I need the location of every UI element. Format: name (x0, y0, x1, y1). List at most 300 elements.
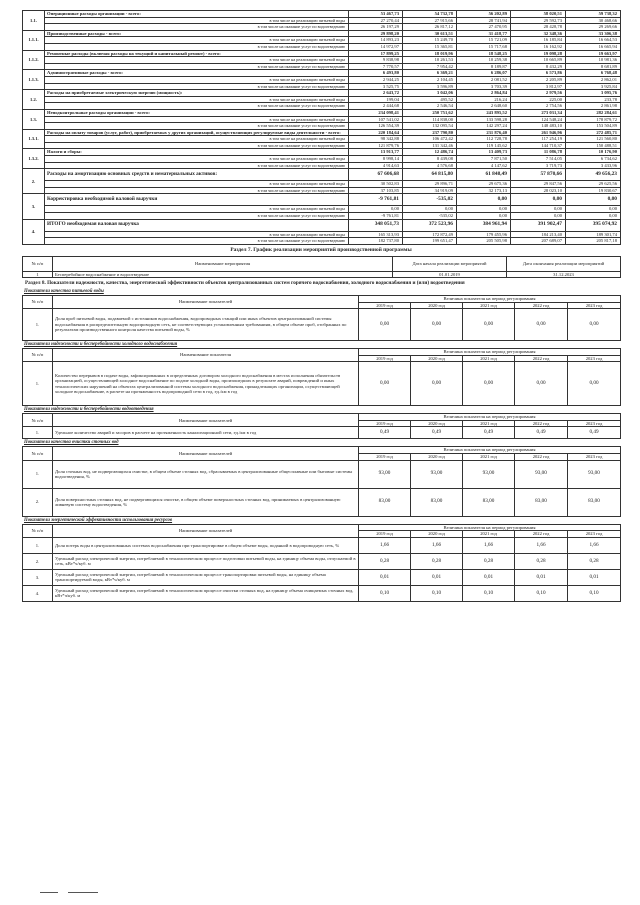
indicator-value: 0,00 (463, 309, 515, 341)
fin-sub-value: 2 648,60 (457, 103, 511, 110)
fin-sub-value: 179 455,96 (457, 231, 511, 238)
fin-sub-row (23, 57, 621, 64)
indicator-value: 0,00 (359, 309, 411, 341)
schedule-table (22, 256, 621, 279)
schedule-header-start: Дата начала реализации мероприятий (393, 256, 507, 271)
indicator-year: 2021 год (463, 302, 515, 309)
indicator-value: 0,00 (515, 309, 568, 341)
fin-sub-row (23, 43, 621, 50)
fin-main-row (23, 169, 621, 181)
fin-value: 0,00 (511, 194, 566, 206)
fin-sub-value: 29 269,66 (566, 24, 621, 31)
fin-sub-value: 16 665,94 (566, 43, 621, 50)
section8-title: Раздел 8. Показатели надежности, качества, энергетической эффективности объектов централизованных систем горячего водоснабжения, холодного водоснабжения и (или) водоотведения (25, 280, 465, 287)
fin-value: 10 176,90 (566, 149, 621, 156)
indicator-header-no: № п/п (23, 524, 53, 537)
indicator-value: 0,28 (359, 553, 411, 569)
indicator-value: 1,66 (411, 537, 463, 553)
indicator-value: 0,00 (411, 362, 463, 406)
fin-sub-value: 233,78 (566, 96, 621, 103)
fin-sub-value: 29 675,36 (457, 181, 511, 188)
indicator-value: 1,66 (568, 537, 621, 553)
fin-sub-value: 15 717,68 (457, 43, 511, 50)
schedule-header-no: № п/п (23, 256, 53, 271)
fin-sub-value: 205 505,98 (457, 238, 511, 245)
indicator-row-no: 3. (23, 569, 53, 585)
indicator-value: 0,00 (568, 362, 621, 406)
fin-sub-value: 6 734,62 (566, 156, 621, 163)
indicator-value: 0,49 (463, 427, 515, 439)
indicator-header-name: Наименование показателей (53, 524, 359, 537)
indicator-year: 2022 год (515, 302, 568, 309)
fin-sub-value: 0,00 (457, 206, 511, 213)
fin-value: 6 573,86 (511, 70, 566, 77)
fin-sub-row (23, 83, 621, 90)
fin-value: 13 913,77 (349, 149, 403, 156)
fin-sub-value: 3 596,89 (403, 83, 457, 90)
indicator-year: 2021 год (463, 420, 515, 427)
fin-main-row (23, 129, 621, 136)
fin-sub-value: 29 625,56 (566, 181, 621, 188)
indicator-row-name: Количество перерывов в подаче воды, зафиксированных в определенных договором холодного водоснабжения в местах исполнения обязательств организацией, осуществляющей холодное водоснабжение по подаче холодной воды, произошедших в результате аварий, повреждений и иных технологических нарушений на объектах централизованной системы холодного водоснабжения, принадлежащих организации, осуществляющей холодное водоснабжение, в расчете на протяженность водопроводной сети в год, ед./км в год (53, 362, 359, 406)
fin-sub-value: 16 185,84 (511, 37, 566, 44)
fin-sub-value: 7 871,50 (457, 156, 511, 163)
schedule-row-end: 31.12.2023 (507, 271, 621, 278)
fin-sub-value: 3 525,75 (349, 83, 403, 90)
indicator-value: 1,66 (463, 537, 515, 553)
fin-sub-value: 15 721,09 (457, 37, 511, 44)
indicator-row-name: Доля поверхностных сточных вод, не подвергающихся очистке, в общем объеме поверхностных сточных вод, принимаемых в централизованную ливневую систему водоотведения, % (53, 488, 359, 516)
fin-value: 33 306,38 (566, 30, 621, 37)
fin-sub-value: 3 719,73 (511, 162, 566, 169)
indicator-value: 0,28 (463, 553, 515, 569)
fin-value: 372 523,96 (403, 219, 457, 231)
indicator-header-name: Наименование показателей (53, 295, 359, 308)
indicator-row (23, 537, 621, 553)
indicator-value: 0,28 (515, 553, 568, 569)
fin-sub-value: 2 444,68 (349, 103, 403, 110)
indicator-value: 0,10 (411, 585, 463, 601)
fin-row-number: 1.1.3. (23, 70, 45, 90)
fin-sub-row (23, 37, 621, 44)
fin-sub-label: в том числе на реализацию питьевой воды (45, 231, 349, 238)
fin-row-title: ИТОГО необходимая валовая выручка (45, 219, 349, 231)
indicator-row (23, 460, 621, 488)
indicator-table (22, 524, 621, 602)
fin-sub-label: в том числе на реализацию питьевой воды (45, 156, 349, 163)
fin-sub-value: 9 838,98 (349, 57, 403, 64)
fin-sub-value: 28 741,94 (457, 17, 511, 24)
fin-value: 231 876,40 (457, 129, 511, 136)
indicator-value: 0,01 (463, 569, 515, 585)
indicator-value: 83,00 (515, 488, 568, 516)
indicator-value: 0,00 (411, 309, 463, 341)
indicator-value: 0,10 (359, 585, 411, 601)
fin-sub-row (23, 213, 621, 220)
fin-sub-value: 119 145,62 (457, 142, 511, 149)
indicator-row (23, 488, 621, 516)
fin-sub-value: 182 737,80 (349, 238, 403, 245)
fin-sub-value: 2 104,45 (403, 76, 457, 83)
indicator-value: 93,00 (411, 460, 463, 488)
indicator-header-no: № п/п (23, 414, 53, 427)
indicator-row-no: 1. (23, 362, 53, 406)
indicator-value: 0,00 (463, 362, 515, 406)
indicator-year: 2023 год (568, 355, 621, 362)
indicator-value: 0,00 (568, 309, 621, 341)
indicator-year: 2023 год (568, 454, 621, 461)
fin-row-number: 1.3.1. (23, 129, 45, 149)
fin-sub-value: 148 483,10 (511, 123, 566, 130)
fin-sub-value: 184 213,40 (511, 231, 566, 238)
fin-value: 67 606,68 (349, 169, 403, 181)
indicator-group-title: Показатели энергетической эффективности использования ресурсов (24, 517, 173, 523)
indicator-row (23, 309, 621, 341)
indicator-row-name: Удельный расход электрической энергии, потребляемой в технологическом процессе транспортировки питьевой воды, на единицу объема транспортируемой воды, кВт*ч/куб. м (53, 569, 359, 585)
fin-value: 0,00 (566, 194, 621, 206)
indicator-group-title: Показатели надежности и бесперебойности холодного водоснабжения (24, 342, 178, 348)
indicator-year: 2021 год (463, 355, 515, 362)
indicator-year: 2021 год (463, 531, 515, 538)
fin-sub-value: -535,02 (403, 213, 457, 220)
schedule-row-name: Бесперебойное водоснабжение и водоотведение (53, 271, 393, 278)
footer-mark (40, 892, 58, 893)
indicator-value: 0,10 (515, 585, 568, 601)
fin-value: 391 902,47 (511, 219, 566, 231)
fin-sub-value: 133 598,28 (457, 116, 511, 123)
fin-value: 3 042,06 (403, 90, 457, 97)
fin-row-number: 1.1. (23, 11, 45, 31)
fin-sub-value: 131 342,46 (403, 142, 457, 149)
fin-sub-value: 4 576,68 (403, 162, 457, 169)
fin-value: 19 663,97 (566, 50, 621, 57)
footer-mark (68, 892, 98, 893)
fin-sub-value: 225,00 (511, 96, 566, 103)
indicator-year: 2020 год (411, 355, 463, 362)
fin-value: 54 732,78 (403, 11, 457, 18)
fin-sub-value: 0,00 (349, 206, 403, 213)
indicator-value: 83,00 (463, 488, 515, 516)
indicator-year: 2023 год (568, 531, 621, 538)
indicator-value: 93,00 (359, 460, 411, 488)
fin-sub-value: 189 301,74 (566, 231, 621, 238)
fin-sub-value: 495,52 (403, 96, 457, 103)
indicator-header-period: Величина показателя на период регулирования (359, 295, 621, 302)
fin-value: 6 286,07 (457, 70, 511, 77)
fin-main-row (23, 11, 621, 18)
fin-value: 3 095,76 (566, 90, 621, 97)
indicator-header-period: Величина показателя на период регулирования (359, 447, 621, 454)
fin-sub-value: 98 342,88 (349, 136, 403, 143)
indicator-row-name: Удельное количество аварий и засоров в расчете на протяженность канализационной сети, ед./км в год (53, 427, 359, 439)
fin-sub-value: 144 710,37 (511, 142, 566, 149)
fin-sub-value: 199 651,47 (403, 238, 457, 245)
fin-main-row (23, 90, 621, 97)
fin-sub-row (23, 181, 621, 188)
indicator-value: 0,49 (411, 427, 463, 439)
indicator-table (22, 295, 621, 341)
fin-value: 31 418,77 (457, 30, 511, 37)
indicator-table (22, 446, 621, 516)
fin-sub-value: 4 914,63 (349, 162, 403, 169)
fin-value: 13 409,73 (457, 149, 511, 156)
fin-value: -9 761,81 (349, 194, 403, 206)
fin-value: 2 643,72 (349, 90, 403, 97)
fin-row-title: Налоги и сборы: (45, 149, 349, 156)
indicator-row-name: Удельный расход электрической энергии, потребляемой в технологическом процессе подготовки питьевой воды, на единицу объема воды, отпускаемой в сеть, кВт*ч/куб. м (53, 553, 359, 569)
fin-sub-value: 112 728,78 (457, 136, 511, 143)
document-page (22, 10, 620, 602)
indicator-header-period: Величина показателя на период регулирования (359, 414, 621, 421)
fin-sub-value: 8 998,14 (349, 156, 403, 163)
indicator-value: 83,00 (359, 488, 411, 516)
fin-sub-value: 2 861,98 (566, 103, 621, 110)
fin-sub-value: 165 313,93 (349, 231, 403, 238)
fin-sub-value: 29 847,56 (511, 181, 566, 188)
indicator-row-no: 1. (23, 427, 53, 439)
fin-row-number: 1.1.1. (23, 30, 45, 50)
fin-sub-value: 2 081,52 (457, 76, 511, 83)
indicator-row-no: 1. (23, 309, 53, 341)
fin-value: 272 485,71 (566, 129, 621, 136)
fin-value: 30 613,51 (403, 30, 457, 37)
indicator-row-no: 1. (23, 460, 53, 488)
fin-sub-row (23, 206, 621, 213)
fin-sub-value: 3 433,96 (566, 162, 621, 169)
indicator-value: 0,49 (359, 427, 411, 439)
fin-value: 250 751,62 (403, 109, 457, 116)
fin-row-number: 1.3. (23, 109, 45, 129)
indicator-year: 2022 год (515, 531, 568, 538)
indicator-header-no: № п/п (23, 447, 53, 460)
fin-sub-label: в том числе на оказание услуг по водоотведению (45, 123, 349, 130)
indicator-row-no: 1. (23, 537, 53, 553)
fin-sub-row (23, 142, 621, 149)
fin-row-title: Административные расходы - всего: (45, 70, 349, 77)
fin-sub-value: 16 162,92 (511, 43, 566, 50)
fin-sub-row (23, 116, 621, 123)
fin-sub-label: в том числе на реализацию питьевой воды (45, 116, 349, 123)
fin-value: 61 848,49 (457, 169, 511, 181)
fin-sub-value: 132 095,54 (403, 123, 457, 130)
fin-sub-label: в том числе на реализацию питьевой воды (45, 76, 349, 83)
indicator-value: 0,01 (515, 569, 568, 585)
fin-sub-value: 7 954,42 (403, 63, 457, 70)
fin-sub-value: 26 817,12 (403, 24, 457, 31)
fin-sub-value: 32 173,13 (457, 187, 511, 194)
fin-sub-value: 117 254,19 (511, 136, 566, 143)
fin-sub-row (23, 162, 621, 169)
fin-sub-value: 8 439,08 (403, 156, 457, 163)
fin-main-row (23, 50, 621, 57)
indicator-row-name: Удельный расход электрической энергии, потребляемой в технологическом процессе очистки сточных вод, на единицу объема очищаемых сточных вод, кВт*ч/куб. м (53, 585, 359, 601)
fin-sub-value: 0,00 (403, 206, 457, 213)
indicator-value: 83,00 (411, 488, 463, 516)
indicator-year: 2021 год (463, 454, 515, 461)
indicator-value: 83,00 (568, 488, 621, 516)
indicator-row-name: Доля проб питьевой воды, подаваемой с источников водоснабжения, водопроводных станций или иных объектов централизованной системы водоснабжения в распределительную водопроводную сеть, не соответствующих установленным требованиям, в общем объеме проб, отобранных по результатам производственного контроля качества питьевой воды, % (53, 309, 359, 341)
fin-sub-label: в том числе на реализацию питьевой воды (45, 57, 349, 64)
indicator-table (22, 413, 621, 439)
fin-sub-value: 4 147,62 (457, 162, 511, 169)
fin-value: 0,00 (457, 194, 511, 206)
fin-sub-row (23, 17, 621, 24)
indicator-row (23, 553, 621, 569)
indicator-year: 2022 год (515, 420, 568, 427)
fin-sub-label: в том числе на реализацию питьевой воды (45, 17, 349, 24)
fin-sub-label: в том числе на оказание услуг по водоотведению (45, 83, 349, 90)
fin-value: 18 019,96 (403, 50, 457, 57)
fin-sub-row (23, 123, 621, 130)
fin-value: 58 020,51 (511, 11, 566, 18)
fin-sub-value: 10 261,53 (403, 57, 457, 64)
fin-sub-value: 7 514,05 (511, 156, 566, 163)
indicator-group-title: Показатели надежности и бесперебойности водоотведения (24, 407, 154, 413)
fin-main-row (23, 149, 621, 156)
fin-value: 56 202,89 (457, 11, 511, 18)
fin-sub-value: 124 548,24 (511, 116, 566, 123)
indicator-header-period: Величина показателя на период регулирования (359, 349, 621, 356)
fin-value: 384 961,94 (457, 219, 511, 231)
fin-sub-value: 8 189,87 (457, 63, 511, 70)
indicator-value: 1,66 (359, 537, 411, 553)
fin-sub-value: 27 915,66 (403, 17, 457, 24)
fin-row-title: Расходы на амортизацию основных средств и нематериальных активов: (45, 169, 349, 181)
fin-sub-value: 10 259,38 (457, 57, 511, 64)
fin-value: 237 790,80 (403, 129, 457, 136)
fin-sub-value: 0,00 (566, 206, 621, 213)
fin-row-number: 2. (23, 169, 45, 194)
fin-sub-value: 216,24 (457, 96, 511, 103)
fin-row-title: Расходы на приобретаемые электрическую энергию (мощность): (45, 90, 349, 97)
fin-sub-value: 2 944,25 (349, 76, 403, 83)
fin-sub-value: 3 925,84 (566, 83, 621, 90)
fin-sub-value: 14 893,23 (349, 37, 403, 44)
schedule-row-start: 01.01.2019 (393, 271, 507, 278)
fin-sub-value: 3 703,39 (457, 83, 511, 90)
indicator-year: 2020 год (411, 302, 463, 309)
fin-sub-label: в том числе на оказание услуг по водоотведению (45, 103, 349, 110)
indicator-year: 2019 год (359, 420, 411, 427)
fin-sub-value: 27 270,44 (349, 17, 403, 24)
fin-sub-value: -9 761,81 (349, 213, 403, 220)
fin-sub-label: в том числе на оказание услуг по водоотведению (45, 213, 349, 220)
fin-sub-value: 15 249,70 (403, 37, 457, 44)
fin-sub-row (23, 24, 621, 31)
indicator-value: 0,10 (463, 585, 515, 601)
indicator-value: 93,00 (515, 460, 568, 488)
indicator-header-no: № п/п (23, 295, 53, 308)
indicator-group-title: Показатели качества очистки сточных вод (24, 440, 119, 446)
fin-value: 59 738,32 (566, 11, 621, 18)
schedule-row (23, 271, 621, 278)
fin-sub-row (23, 238, 621, 245)
fin-sub-value: 2 754,56 (511, 103, 566, 110)
fin-sub-value: 3 812,97 (511, 83, 566, 90)
fin-sub-value: 2 862,01 (566, 76, 621, 83)
fin-sub-value: 199,04 (349, 96, 403, 103)
fin-sub-value: 34 919,09 (403, 187, 457, 194)
indicator-groups (22, 289, 620, 602)
fin-sub-value: 8 432,29 (511, 63, 566, 70)
fin-sub-value: 150 488,51 (566, 142, 621, 149)
fin-sub-row (23, 96, 621, 103)
fin-value: 6 369,21 (403, 70, 457, 77)
fin-main-row (23, 109, 621, 116)
fin-row-title: Операционные расходы организации - всего: (45, 11, 349, 18)
financial-table (22, 10, 621, 245)
fin-sub-label: в том числе на оказание услуг по водоотведению (45, 238, 349, 245)
fin-sub-value: 26 197,29 (349, 24, 403, 31)
indicator-row (23, 427, 621, 439)
fin-main-row (23, 219, 621, 231)
fin-value: 243 895,52 (457, 109, 511, 116)
fin-sub-label: в том числе на оказание услуг по водоотведению (45, 43, 349, 50)
indicator-value: 0,28 (568, 553, 621, 569)
fin-sub-value: 153 504,89 (566, 123, 621, 130)
fin-value: 57 870,66 (511, 169, 566, 181)
indicator-row (23, 585, 621, 601)
fin-sub-label: в том числе на оказание услуг по водоотведению (45, 187, 349, 194)
fin-main-row (23, 70, 621, 77)
indicator-row-no: 4. (23, 585, 53, 601)
fin-value: 49 656,23 (566, 169, 621, 181)
fin-sub-row (23, 156, 621, 163)
indicator-value: 0,49 (515, 427, 568, 439)
fin-value: 234 098,41 (349, 109, 403, 116)
fin-value: 64 815,80 (403, 169, 457, 181)
fin-sub-value: 28 428,78 (511, 24, 566, 31)
fin-sub-value: 15 365,81 (403, 43, 457, 50)
fin-sub-value: 107 541,02 (349, 116, 403, 123)
indicator-year: 2019 год (359, 454, 411, 461)
fin-sub-label: в том числе на оказание услуг по водоотведению (45, 162, 349, 169)
fin-sub-value: 29 896,71 (403, 181, 457, 188)
fin-sub-row (23, 187, 621, 194)
fin-value: 348 051,73 (349, 219, 403, 231)
fin-sub-value: 16 664,53 (566, 37, 621, 44)
fin-sub-value: 10 665,89 (511, 57, 566, 64)
fin-value: 32 348,36 (511, 30, 566, 37)
indicator-value: 0,49 (568, 427, 621, 439)
indicator-value: 0,01 (568, 569, 621, 585)
fin-sub-value: 7 770,57 (349, 63, 403, 70)
indicator-row-no: 2. (23, 553, 53, 569)
fin-sub-value: 37 103,85 (349, 187, 403, 194)
indicator-year: 2022 год (515, 355, 568, 362)
fin-sub-value: 178 879,72 (566, 116, 621, 123)
fin-sub-value: 172 872,49 (403, 231, 457, 238)
indicator-year: 2019 год (359, 302, 411, 309)
indicator-header-name: Наименование показателей (53, 414, 359, 427)
fin-value: 6 768,48 (566, 70, 621, 77)
indicator-row-name: Доля сточных вод, не подвергающихся очистке, в общем объеме сточных вод, сбрасываемых в централизованные общесплавные или бытовые системы водоотведения, % (53, 460, 359, 488)
fin-row-title: Расходы на оплату товаров (услуг, работ), приобретаемых у других организаций, осуществляющих регулируемые виды деятельности - всего: (45, 129, 349, 136)
fin-row-number: 4. (23, 219, 45, 244)
indicator-value: 0,00 (359, 362, 411, 406)
indicator-header-no: № п/п (23, 349, 53, 362)
fin-sub-value: 114 838,00 (403, 116, 457, 123)
indicator-year: 2019 год (359, 531, 411, 538)
fin-row-number: 1.3.2. (23, 149, 45, 169)
indicator-value: 1,66 (515, 537, 568, 553)
fin-sub-row (23, 231, 621, 238)
fin-sub-row (23, 63, 621, 70)
fin-sub-label: в том числе на реализацию питьевой воды (45, 96, 349, 103)
indicator-year: 2022 год (515, 454, 568, 461)
fin-value: 53 467,73 (349, 11, 403, 18)
fin-value: 18 548,25 (457, 50, 511, 57)
